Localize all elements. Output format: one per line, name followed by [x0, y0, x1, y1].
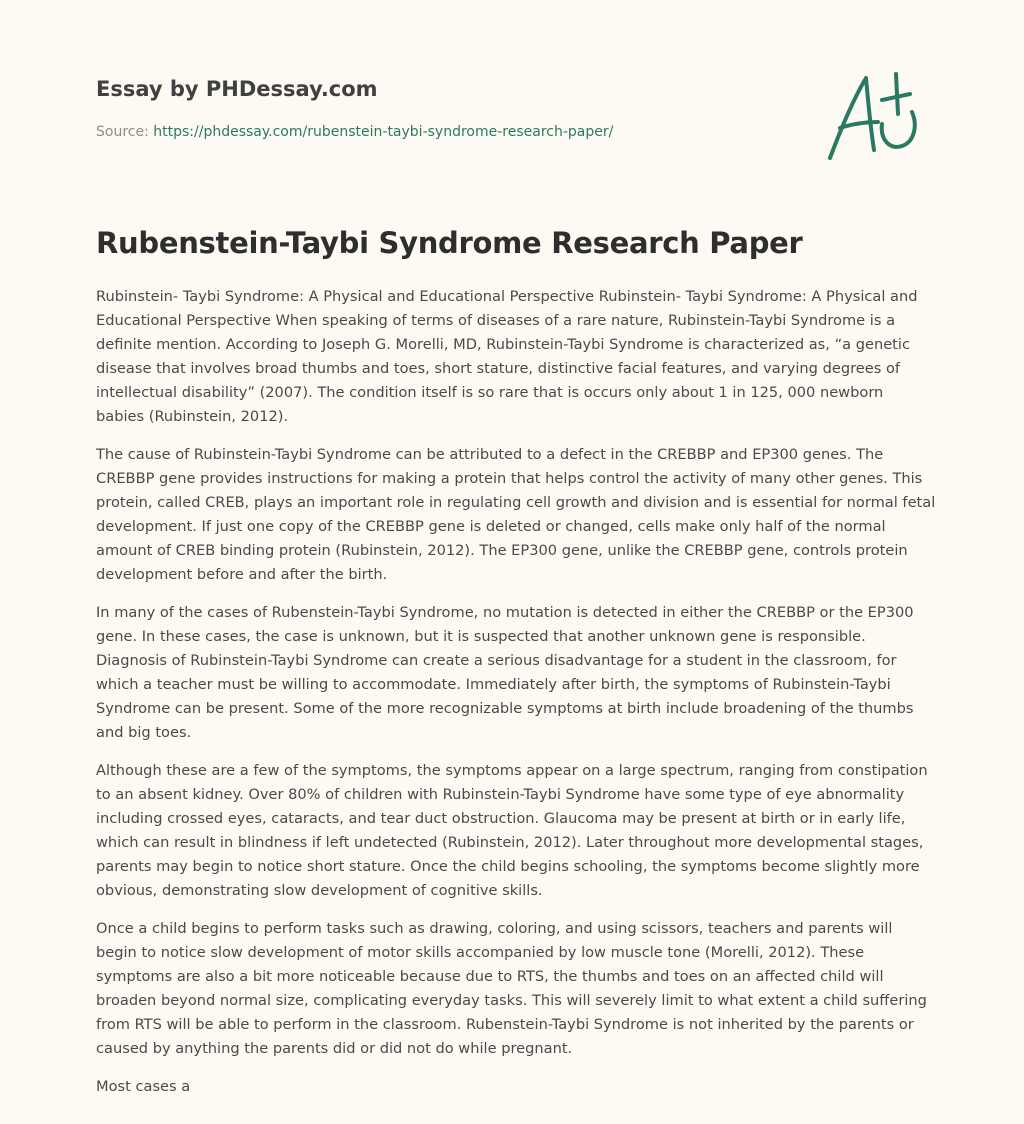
essay-body — [96, 285, 936, 1113]
source-link[interactable]: https://phdessay.com/rubenstein-taybi-syndrome-research-paper/ — [153, 124, 614, 140]
a-plus-logo-icon — [820, 66, 930, 166]
paragraph: Most cases a — [96, 1078, 191, 1095]
source-line — [96, 124, 613, 140]
document-title: Rubenstein-Taybi Syndrome Research Paper — [96, 226, 803, 260]
paragraph: The cause of Rubinstein-Taybi Syndrome can be attributed to a defect in the CREBBP and EP300 genes. The CREBBP gene provides instructions for making a protein that helps control the activity of many other genes. This protein, called CREB, plays an important role in regulating cell growth and division and is essential for normal fetal development. If just one copy of the CREBBP gene is deleted or changed, cells make only half of the normal amount of CREB binding protein (Rubinstein, 2012). The EP300 gene, unlike the CREBBP gene, controls protein development before and after the birth. — [96, 446, 936, 583]
paragraph: Once a child begins to perform tasks such as drawing, coloring, and using scissors, teachers and parents will begin to notice slow development of motor skills accompanied by low muscle tone (Morelli, 2012). These symptoms are also a bit more noticeable because due to RTS, the thumbs and toes on an affected child will broaden beyond normal size, complicating everyday tasks. This will severely limit to what extent a child suffering from RTS will be able to perform in the classroom. Rubenstein-Taybi Syndrome is not inherited by the parents or caused by anything the parents did or did not do while pregnant. — [96, 920, 927, 1057]
paragraph: In many of the cases of Rubenstein-Taybi Syndrome, no mutation is detected in either the CREBBP or the EP300 gene. In these cases, the case is unknown, but it is suspected that another unknown gene is responsible. Diagnosis of Rubinstein-Taybi Syndrome can create a serious disadvantage for a student in the classroom, for which a teacher must be willing to accommodate. Immediately after birth, the symptoms of Rubinstein-Taybi Syndrome can be present. Some of the more recognizable symptoms at birth include broadening of the thumbs and big toes. — [96, 604, 914, 741]
paragraph: Although these are a few of the symptoms, the symptoms appear on a large spectrum, ranging from constipation to an absent kidney. Over 80% of children with Rubinstein-Taybi Syndrome have some type of eye abnormality including crossed eyes, cataracts, and tear duct obstruction. Glaucoma may be present at birth or in early life, which can result in blindness if left undetected (Rubinstein, 2012). Later throughout more developmental stages, parents may begin to notice short stature. Once the child begins schooling, the symptoms become slightly more obvious, demonstrating slow development of cognitive skills. — [96, 762, 928, 899]
paragraph: Rubinstein- Taybi Syndrome: A Physical and Educational Perspective Rubinstein- Taybi Syndrome: A Physical and Educational Perspective When speaking of terms of diseases of a rare nature, Rubinstein-Taybi Syndrome is a definite mention. According to Joseph G. Morelli, MD, Rubinstein-Taybi Syndrome is characterized as, “a genetic disease that involves broad thumbs and toes, short stature, distinctive facial features, and varying degrees of intellectual disability” (2007). The condition itself is so rare that is occurs only about 1 in 125, 000 newborn babies (Rubinstein, 2012). — [96, 288, 918, 425]
source-label: Source: — [96, 124, 149, 140]
site-brand: Essay by PHDessay.com — [96, 77, 378, 101]
